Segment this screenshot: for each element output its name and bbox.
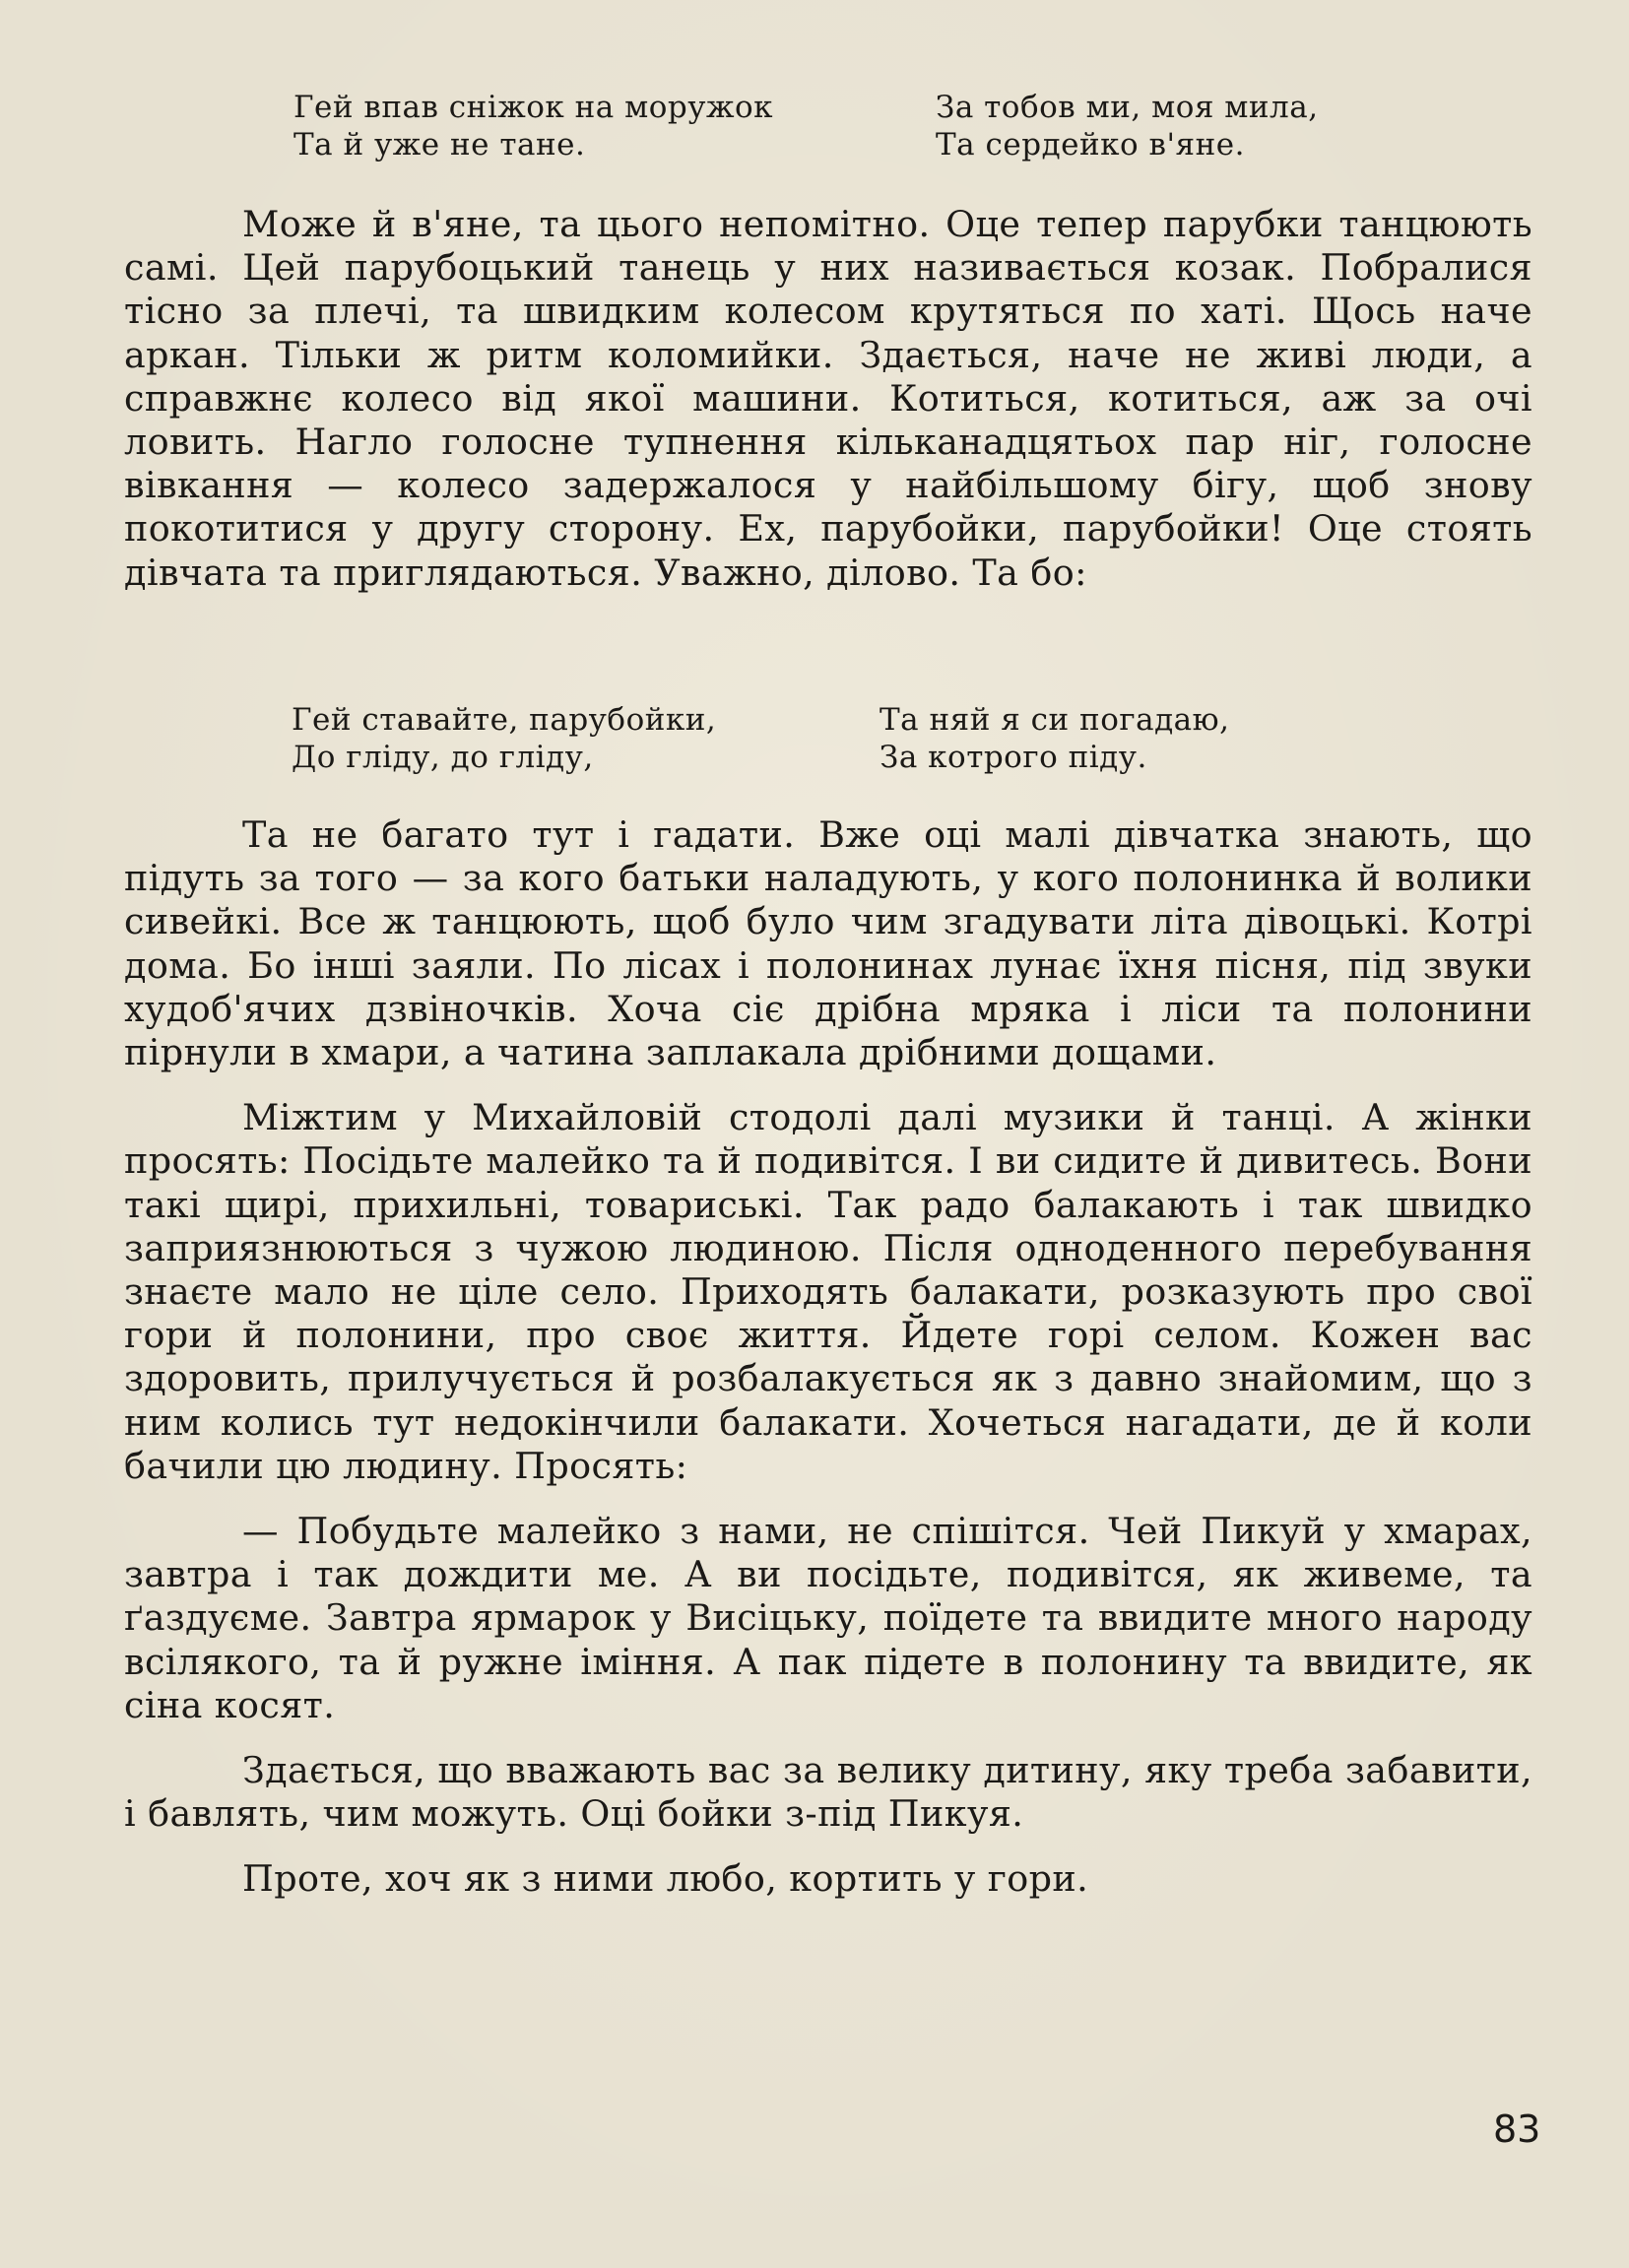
paragraph: — Побудьте малейко з нами, не спішітся. Чей Пикуй у хмарах, завтра і так дождити ме. А ви посідьте, подивітся, як живеме, та ґаздуєме. Завтра ярмарок у Висіцьку, поїдете та ввидите много народу всілякого, та й ружне іміння. А пак підете в полонину та ввидите, як сіна косят. xyxy=(124,1510,1532,1726)
verse-2-left xyxy=(292,701,716,776)
verse-1-right xyxy=(936,89,1319,163)
verse-line: Гей впав сніжок на моружок xyxy=(293,90,774,125)
verse-line: Та сердейко в'яне. xyxy=(936,127,1245,162)
prose-block-1 xyxy=(124,203,1532,595)
verse-1-left xyxy=(293,89,773,163)
verse-2-right xyxy=(880,701,1230,776)
paragraph: Може й в'яне, та цього непомітно. Оце тепер парубки танцюють самі. Цей парубоцький танець у них називається козак. Побралися тісно за плечі, та швидким колесом крутяться по хаті. Щось наче аркан. Тільки ж ритм коломийки. Здається, наче не живі люди, а справжнє колесо від якої машини. Котиться, котиться, аж за очі ловить. Нагло голосне тупнення кільканадцятьох пар ніг, голосне вівкання — колесо задержалося у найбільшому бігу, щоб знову покотитися у другу сторону. Ех, парубойки, парубойки! Оце стоять дівчата та приглядаються. Уважно, ділово. Та бо: xyxy=(124,203,1532,594)
paragraph: Та не багато тут і гадати. Вже оці малі дівчатка знають, що підуть за того — за кого батьки наладують, у кого полонинка й волики сивейкі. Все ж танцюють, щоб було чим згадувати літа дівоцькі. Котрі дома. Бо інші заяли. По лісах і полонинах лунає їхня пісня, під звуки худоб'ячих дзвіночків. Хоча сіє дрібна мряка і ліси та полонини пірнули в хмари, а чатина заплакала дрібними дощами. xyxy=(124,813,1532,1074)
paragraph: Здається, що вважають вас за велику дитину, яку треба забавити, і бавлять, чим можуть. Оці бойки з-під Пикуя. xyxy=(124,1749,1532,1836)
verse-line: За котрого піду. xyxy=(880,740,1147,775)
verse-line: Та й уже не тане. xyxy=(293,127,586,162)
verse-line: За тобов ми, моя мила, xyxy=(936,90,1319,125)
prose-block-2 xyxy=(124,813,1532,1902)
page-number: 83 xyxy=(1493,2107,1541,2151)
paragraph: Проте, хоч як з ними любо, кортить у гори. xyxy=(242,1857,1089,1901)
verse-line: До гліду, до гліду, xyxy=(292,740,594,775)
paragraph: Міжтим у Михайловій стодолі далі музики й танці. А жінки просять: Посідьте малейко та й подивітся. І ви сидите й дивитесь. Вони такі щирі, прихильні, товариські. Так радо балакають і так швидко заприязнюються з чужою людиною. Після одноденного перебування знаєте мало не ціле село. Приходять балакати, розказують про свої гори й полонини, про своє життя. Йдете горі селом. Кожен вас здоровить, прилучується й розбалакується як з давно знайомим, що з ним колись тут недокінчили балакати. Хочеться нагадати, де й коли бачили цю людину. Просять: xyxy=(124,1096,1532,1487)
verse-line: Та няй я си погадаю, xyxy=(880,702,1230,738)
verse-line: Гей ставайте, парубойки, xyxy=(292,702,717,738)
